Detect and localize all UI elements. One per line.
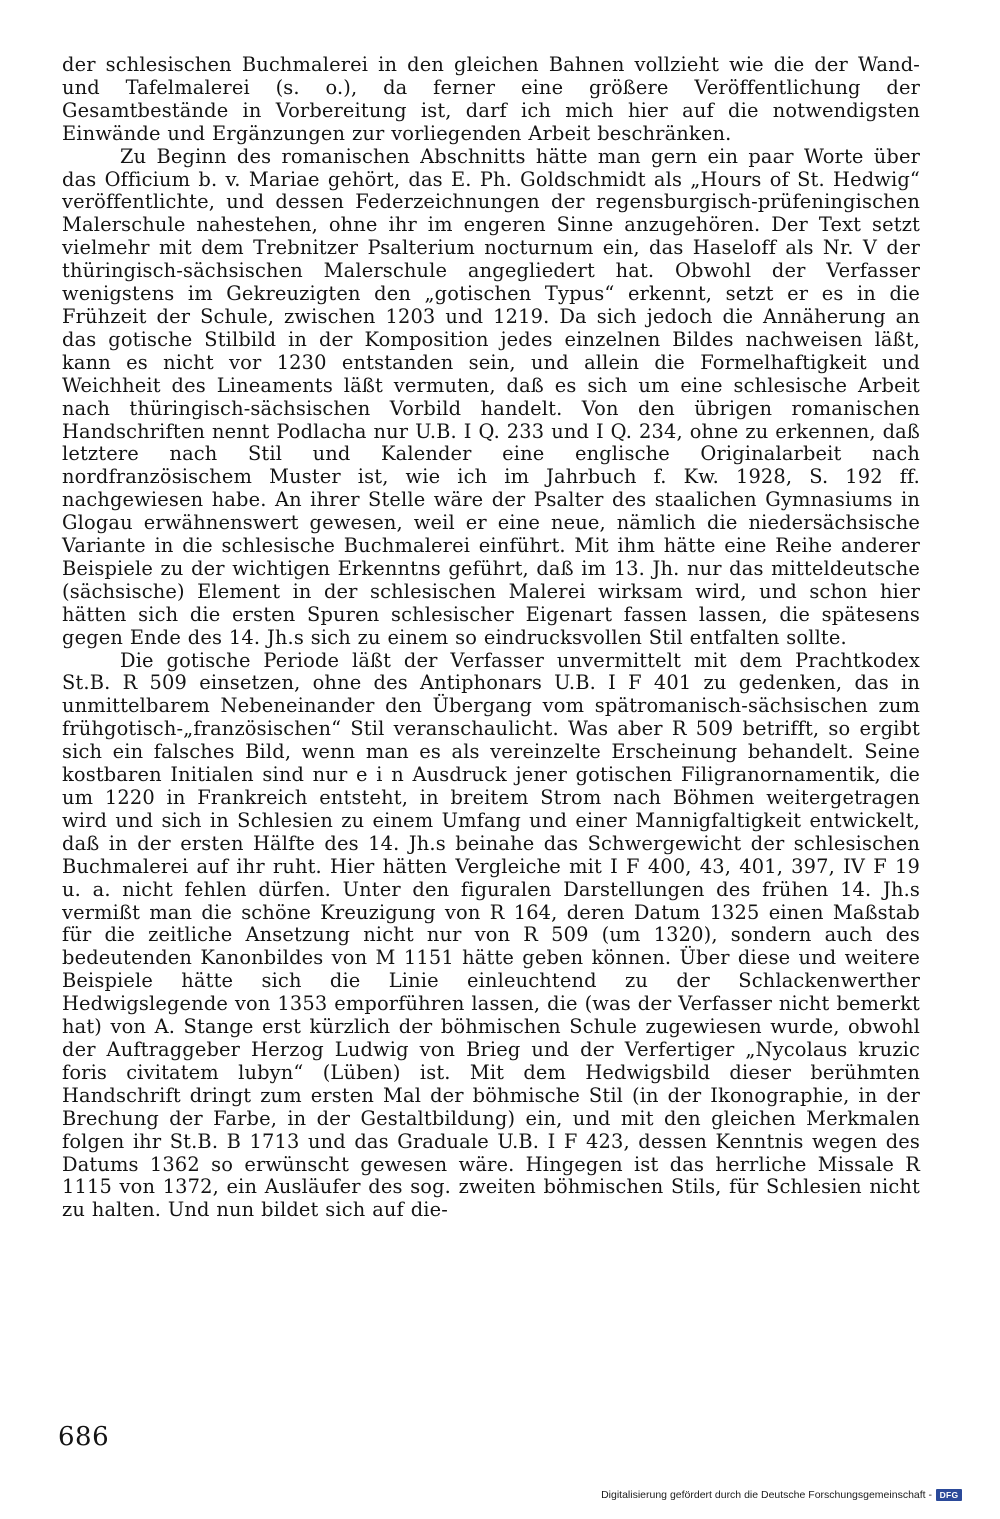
paragraph-2: Zu Beginn des romanischen Abschnitts hätte man gern ein paar Worte über das Officium b. v. Mariae gehört, das E. Ph. Goldschmidt als „Hours of St. Hedwig“ veröffentlichte, und dessen Federzeichnungen der regensburgisch-prüfeningischen Malerschule nahestehen, ohne ihr im engeren Sinne anzugehören. Der Text setzt vielmehr mit dem Trebnitzer Psalterium nocturnum ein, das Haseloff als Nr. V der thüringisch-sächsischen Malerschule angegliedert hat. Obwohl der Verfasser wenigstens im Gekreuzigten den „gotischen Typus“ erkennt, setzt er es in die Frühzeit der Schule, zwischen 1203 und 1219. Da sich jedoch die Annäherung an das gotische Stilbild in der Komposition jedes einzelnen Bildes nachweisen läßt, kann es nicht vor 1230 entstanden sein, und allein die Formelhaftigkeit und Weichheit des Lineaments läßt vermuten, daß es sich um eine schlesische Arbeit nach thüringisch-sächsischen Vorbild handelt. Von den übrigen romanischen Handschriften nennt Podlacha nur U.B. I Q. 233 und I Q. 234, ohne zu erkennen, daß letztere nach Stil und Kalender eine englische Originalarbeit nach nordfranzösischem Muster ist, wie ich im Jahrbuch f. Kw. 1928, S. 192 ff. nachgewiesen habe. An ihrer Stelle wäre der Psalter des staalichen Gymnasiums in Glogau erwähnenswert gewesen, weil er eine neue, nämlich die niedersächsische Variante in die schlesische Buchmalerei einführt. Mit ihm hätte eine Reihe anderer Beispiele zu der wichtigen Erkenntns geführt, daß im 13. Jh. nur das mitteldeutsche (sächsische) Element in der schlesischen Malerei wirksam wird, und schon hier hätten sich die ersten Spuren schlesischer Eigenart fassen lassen, die spätesens gegen Ende des 14. Jh.s sich zu einem so eindrucksvollen Stil entfalten sollte. <box>62 144 920 649</box>
credit-text: Digitalisierung gefördert durch die Deutsche Forschungsgemeinschaft - <box>601 1489 932 1501</box>
dfg-logo-icon: DFG <box>936 1489 962 1501</box>
digitization-credit <box>601 1489 962 1501</box>
document-body <box>62 54 920 1222</box>
page-number: 686 <box>58 1422 110 1452</box>
paragraph-3: Die gotische Periode läßt der Verfasser unvermittelt mit dem Prachtkodex St.B. R 509 einsetzen, ohne des Antiphonars U.B. I F 401 zu gedenken, das in unmittelbarem Nebeneinander den Übergang vom spätromanisch-sächsischen zum frühgotisch-„französischen“ Stil veranschaulicht. Was aber R 509 betrifft, so ergibt sich ein falsches Bild, wenn man es als vereinzelte Erscheinung behandelt. Seine kostbaren Initialen sind nur e i n Ausdruck jener gotischen Filigranornamentik, die um 1220 in Frankreich entsteht, in breitem Strom nach Böhmen weitergetragen wird und sich in Schlesien zu einem Umfang und einer Mannigfaltigkeit entwickelt, daß in der ersten Hälfte des 14. Jh.s beinahe das Schwergewicht der schlesischen Buchmalerei auf ihr ruht. Hier hätten Vergleiche mit I F 400, 43, 401, 397, IV F 19 u. a. nicht fehlen dürfen. Unter den figuralen Darstellungen des frühen 14. Jh.s vermißt man die schöne Kreuzigung von R 164, deren Datum 1325 einen Maßstab für die zeitliche Ansetzung nicht nur von R 509 (um 1320), sondern auch des bedeutenden Kanonbildes von M 1151 hätte geben können. Über diese und weitere Beispiele hätte sich die Linie einleuchtend zu der Schlackenwerther Hedwigslegende von 1353 emporführen lassen, die (was der Verfasser nicht bemerkt hat) von A. Stange erst kürzlich der böhmischen Schule zugewiesen wurde, obwohl der Auftraggeber Herzog Ludwig von Brieg und der Verfertiger „Nycolaus kruzic foris civitatem lubyn“ (Lüben) ist. Mit dem Hedwigsbild dieser berühmten Handschrift dringt zum ersten Mal der böhmische Stil (in der Ikonographie, in der Brechung der Farbe, in der Gestaltbildung) ein, und mit den gleichen Merkmalen folgen ihr St.B. B 1713 und das Graduale U.B. I F 423, dessen Kenntnis wegen des Datums 1362 so erwünscht gewesen wäre. Hingegen ist das herrliche Missale R 1115 von 1372, ein Ausläufer des sog. zweiten böhmischen Stils, für Schlesien nicht zu halten. Und nun bildet sich auf die- <box>62 648 920 1222</box>
paragraph-1: der schlesischen Buchmalerei in den gleichen Bahnen vollzieht wie die der Wand- und Tafelmalerei (s. o.), da ferner eine größere Veröffentlichung der Gesamtbestände in Vorbereitung ist, darf ich mich hier auf die notwendigsten Einwände und Ergänzungen zur vorliegenden Arbeit beschränken. <box>62 53 920 145</box>
